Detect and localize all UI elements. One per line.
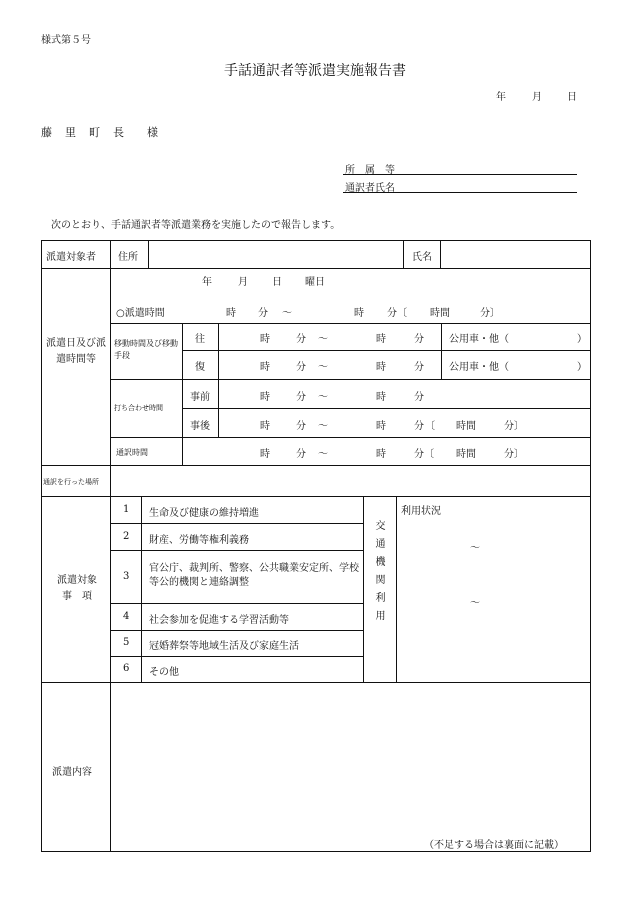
dispatch-time-label: ○派遣時間	[116, 308, 165, 319]
unit-hour: 時	[376, 392, 386, 403]
usage-status-label: 利用状況	[401, 506, 441, 517]
row-divider	[41, 465, 591, 466]
unit-hours: 時間	[456, 421, 476, 432]
row-divider	[110, 656, 363, 657]
item-text: 生命及び健康の維持増進	[149, 508, 259, 519]
dispatch-day: 日	[272, 277, 282, 288]
range-tilde: ～	[318, 449, 328, 460]
date-year: 年	[496, 92, 506, 103]
label-column-divider	[110, 240, 111, 852]
addressee-suffix: 様	[147, 126, 158, 139]
item-number: 2	[123, 531, 130, 542]
overflow-note: （不足する場合は裏面に記載）	[424, 840, 564, 851]
interpretation-time-label: 通訳時間	[116, 448, 148, 457]
usage-tilde: ～	[470, 543, 480, 554]
item-number: 6	[123, 663, 130, 674]
range-tilde: ～	[318, 334, 328, 345]
unit-minute-bracket: 分〔	[387, 308, 407, 319]
unit-minute: 分	[296, 421, 306, 432]
unit-hours: 時間	[456, 449, 476, 460]
name-field[interactable]	[444, 244, 588, 264]
item-text: 官公庁、裁判所、警察、公共職業安定所、学校等公的機関と連絡調整	[149, 563, 359, 588]
item-number: 5	[123, 637, 130, 648]
vehicle-go: 公用車・他（	[449, 334, 509, 345]
unit-hour: 時	[376, 334, 386, 345]
matters-label: 派遣対象 事 項	[57, 575, 107, 602]
travel-label: 移動時間及び移動手段	[114, 339, 178, 360]
item-number: 1	[123, 504, 130, 515]
unit-hours: 時間	[430, 308, 450, 319]
dispatch-label: 派遣日及び派遣時間等	[46, 338, 106, 365]
transport-label: 交通機関利用	[373, 520, 384, 628]
vehicle-close: ）	[577, 362, 587, 373]
dispatch-year: 年	[202, 277, 212, 288]
unit-minute: 分	[414, 334, 424, 345]
unit-hour: 時	[376, 362, 386, 373]
item-number: 4	[123, 611, 130, 622]
affiliation-line[interactable]	[343, 174, 577, 175]
name-label: 氏名	[412, 252, 432, 263]
unit-minute-bracket: 分〔	[414, 449, 434, 460]
address-label: 住所	[118, 252, 138, 263]
cell-divider	[218, 323, 219, 437]
unit-minute: 分	[296, 362, 306, 373]
unit-minute: 分	[296, 449, 306, 460]
place-field[interactable]	[114, 469, 588, 493]
item-text: 財産、労働等権利義務	[149, 535, 249, 546]
item-number: 3	[123, 571, 130, 582]
unit-minute: 分	[414, 392, 424, 403]
unit-minute: 分	[258, 308, 268, 319]
content-label: 派遣内容	[52, 767, 92, 778]
range-tilde: ～	[282, 308, 292, 319]
cell-divider	[182, 323, 183, 465]
cell-divider	[441, 323, 442, 379]
unit-minute: 分	[414, 421, 424, 432]
date-day: 日	[567, 92, 577, 103]
item-text: その他	[149, 667, 179, 678]
item-text: 社会参加を促進する学習活動等	[149, 615, 289, 626]
usage-tilde: ～	[470, 598, 480, 609]
unit-hour: 時	[354, 308, 364, 319]
dispatch-weekday: 曜日	[305, 277, 325, 288]
unit-minute: 分	[414, 362, 424, 373]
row-divider	[41, 268, 591, 269]
cell-divider	[363, 496, 364, 682]
addressee-name: 藤 里 町 長	[41, 126, 125, 139]
bracket-open: 〔	[425, 421, 435, 432]
vehicle-back: 公用車・他（	[449, 362, 509, 373]
interpreter-name-line[interactable]	[343, 192, 577, 193]
range-tilde: ～	[318, 421, 328, 432]
row-divider	[110, 550, 363, 551]
interpreter-name-label: 通訳者氏名	[345, 183, 395, 194]
place-label: 通訳を行った場所	[43, 478, 99, 486]
unit-hour: 時	[260, 392, 270, 403]
target-person-label: 派遣対象者	[46, 252, 96, 263]
unit-hour: 時	[260, 449, 270, 460]
affiliation-label: 所 属 等	[345, 165, 395, 176]
cell-divider	[148, 240, 149, 268]
unit-minute: 分	[296, 392, 306, 403]
travel-go-label: 往	[195, 334, 205, 345]
cell-divider	[396, 496, 397, 682]
row-divider	[110, 603, 363, 604]
meeting-before-label: 事前	[190, 392, 210, 403]
unit-minute-close: 分〕	[504, 421, 524, 432]
row-divider	[41, 682, 591, 683]
row-divider	[41, 496, 591, 497]
cell-divider	[403, 240, 404, 268]
cell-divider	[440, 240, 441, 268]
range-tilde: ～	[318, 392, 328, 403]
travel-back-label: 復	[195, 362, 205, 373]
address-field[interactable]	[152, 244, 400, 264]
row-divider	[110, 523, 363, 524]
row-divider	[110, 630, 363, 631]
row-divider	[182, 408, 591, 409]
meeting-after-label: 事後	[190, 421, 210, 432]
unit-hour: 時	[260, 334, 270, 345]
unit-hour: 時	[376, 421, 386, 432]
meeting-label: 打ち合わせ時間	[114, 404, 163, 412]
unit-hour: 時	[260, 362, 270, 373]
dispatch-month: 月	[238, 277, 248, 288]
form-number: 様式第５号	[41, 35, 91, 46]
unit-minute: 分	[296, 334, 306, 345]
vehicle-close: ）	[577, 334, 587, 345]
unit-minute-close: 分〕	[480, 308, 500, 319]
row-divider	[182, 350, 591, 351]
unit-hour: 時	[376, 449, 386, 460]
date-month: 月	[532, 92, 542, 103]
intro-text: 次のとおり、手話通訳者等派遣業務を実施したので報告します。	[51, 220, 341, 231]
unit-hour: 時	[260, 421, 270, 432]
content-field[interactable]	[114, 686, 588, 836]
unit-minute-close: 分〕	[504, 449, 524, 460]
item-text: 冠婚葬祭等地域生活及び家庭生活	[149, 641, 299, 652]
unit-hour: 時	[226, 308, 236, 319]
document-title: 手話通訳者等派遣実施報告書	[224, 63, 406, 79]
range-tilde: ～	[318, 362, 328, 373]
